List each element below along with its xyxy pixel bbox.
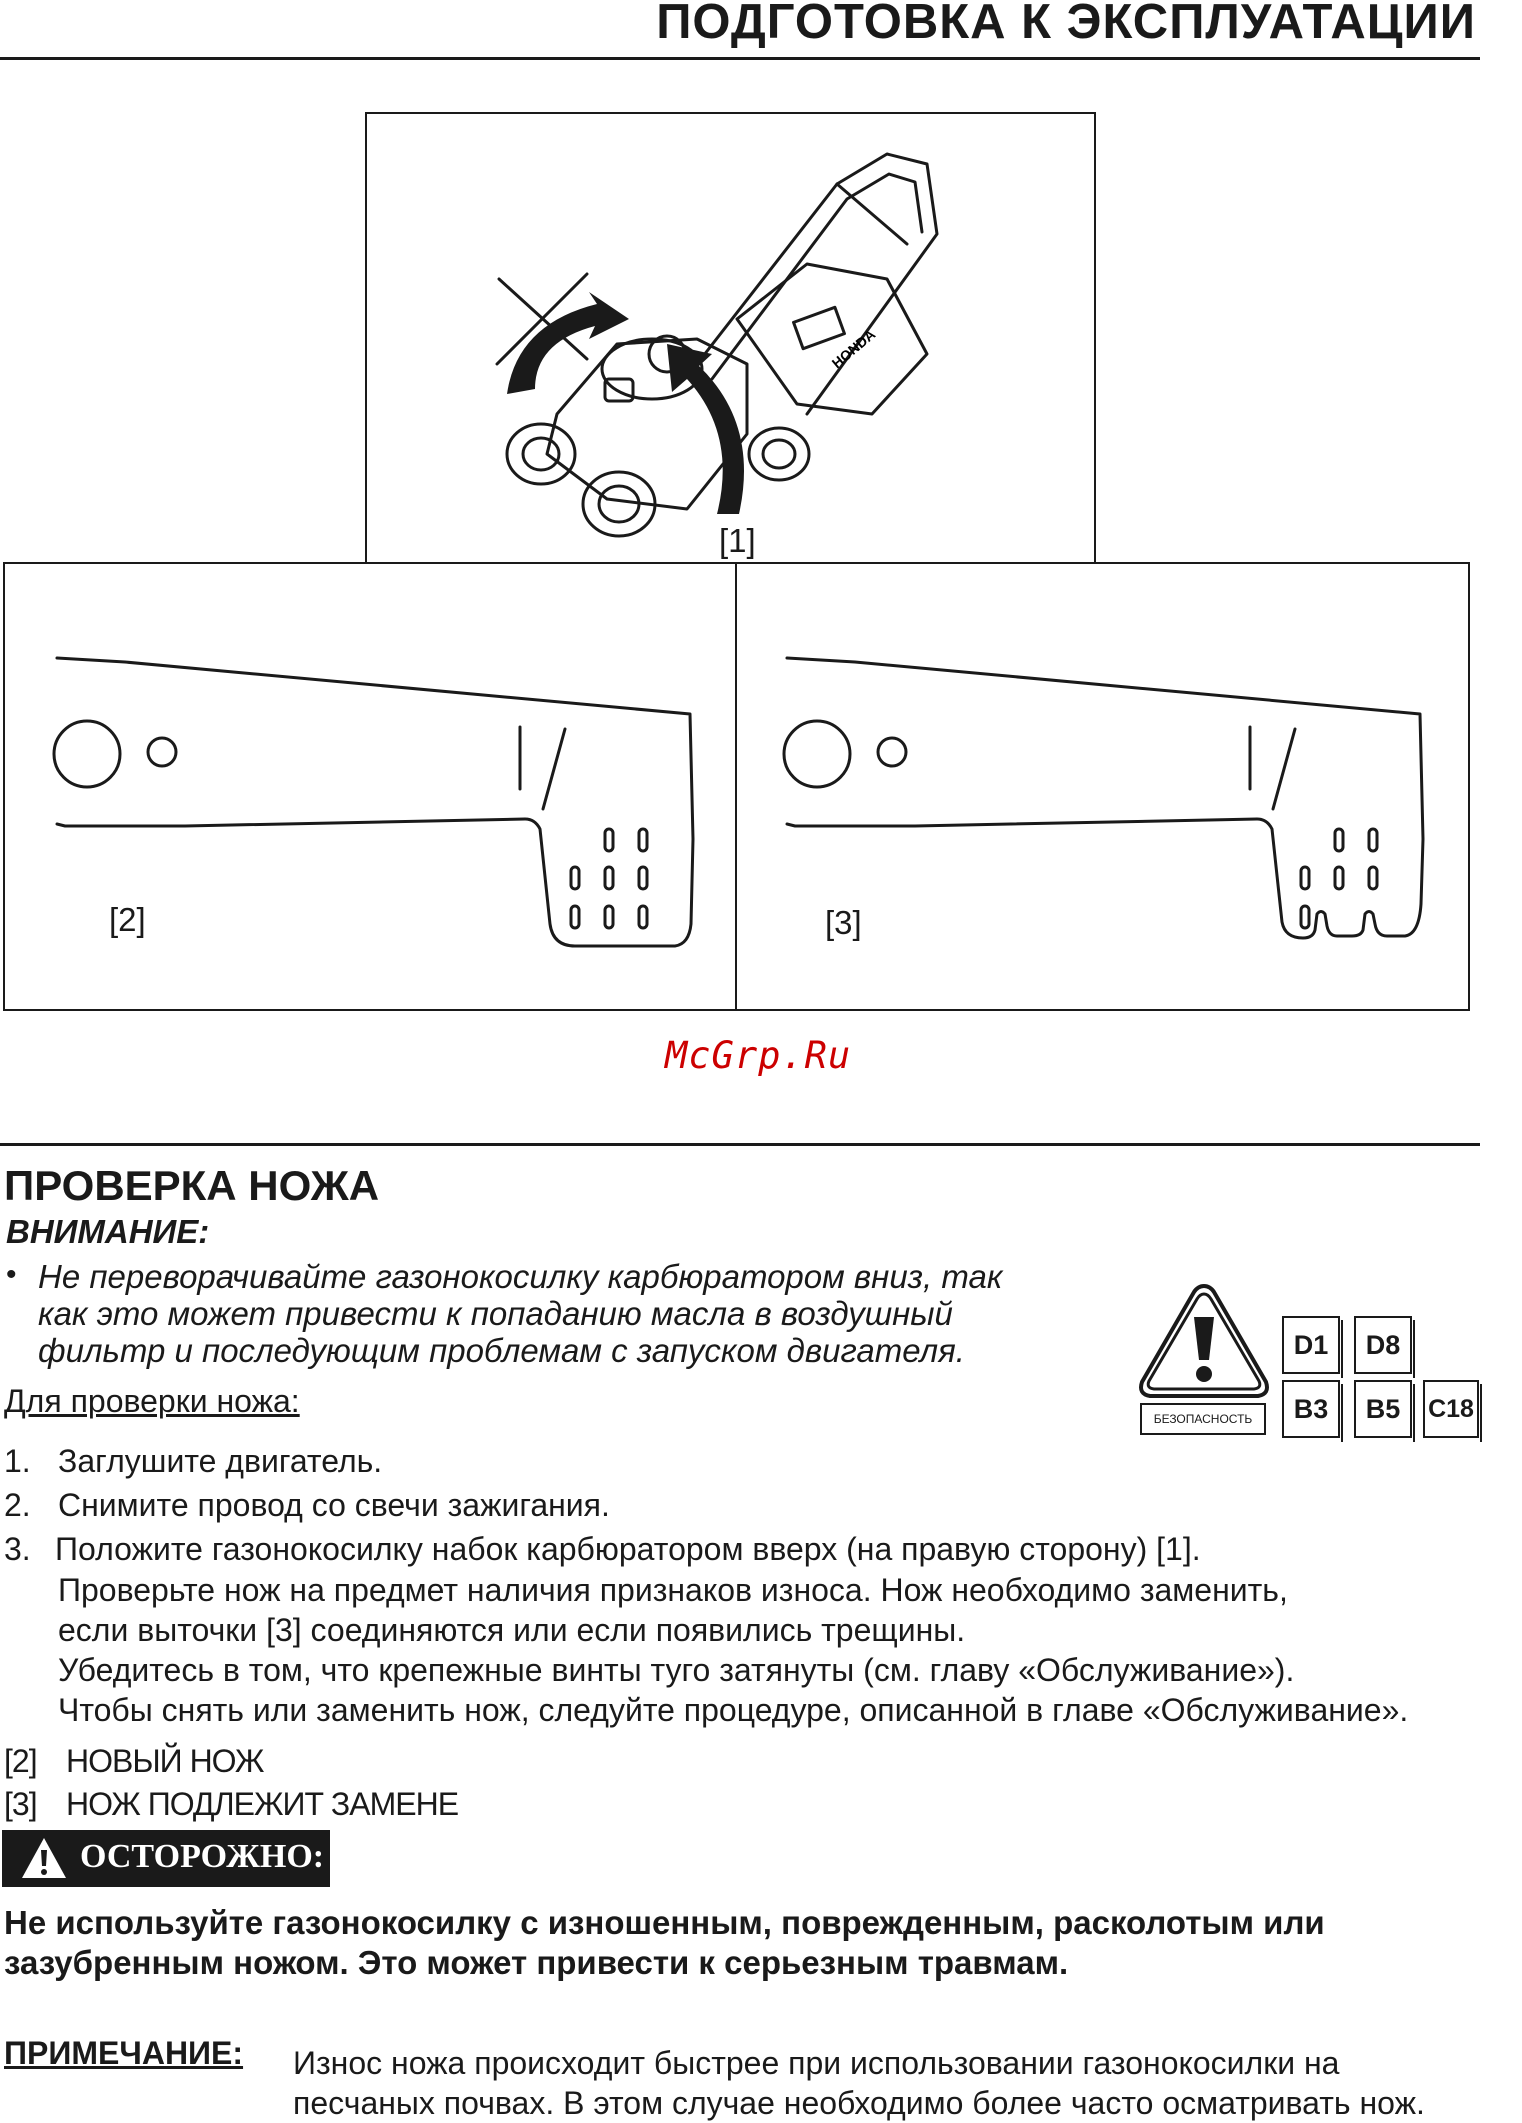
wheel-rear-left <box>507 424 575 484</box>
safety-label: БЕЗОПАСНОСТЬ <box>1140 1403 1266 1435</box>
safety-warning-icon <box>1138 1282 1270 1402</box>
code-box-b3: B3 <box>1282 1380 1340 1438</box>
header-rule <box>0 57 1480 60</box>
code-box-c18: C18 <box>1423 1380 1479 1438</box>
callout-3: [3] <box>825 904 862 941</box>
step-continuation: Чтобы снять или заменить нож, следуйте процедуре, описанной в главе «Обслуживание». <box>58 1692 1409 1728</box>
warning-label: ОСТОРОЖНО: <box>80 1838 325 1875</box>
blade-small-hole <box>148 738 176 766</box>
section-title: ПРОВЕРКА НОЖА <box>4 1162 380 1209</box>
mower-figure <box>365 112 1096 564</box>
step-text: Положите газонокосилку набок карбюратором вверх (на правую сторону) [1]. <box>55 1531 1201 1567</box>
blade-slots <box>571 829 647 928</box>
callout-2: [2] <box>109 901 146 938</box>
worn-blade-outline <box>787 658 1423 938</box>
callout-1: [1] <box>719 522 756 559</box>
watermark: McGrp.Ru <box>665 1034 852 1077</box>
caution-line: Не переворачивайте газонокосилку карбюратором вниз, так <box>38 1258 1003 1295</box>
code-box-b5: B5 <box>1354 1380 1412 1438</box>
page-title: ПОДГОТОВКА К ЭКСПЛУАТАЦИИ <box>656 0 1476 49</box>
blade-small-hole <box>878 738 906 766</box>
warning-text: зазубренным ножом. Это может привести к серьезным травмам. <box>4 1944 1069 1981</box>
mower-handle <box>697 154 937 414</box>
caution-bullet: • <box>6 1258 17 1291</box>
step-text: Заглушите двигатель. <box>58 1443 383 1479</box>
legend-ref: [2] <box>4 1743 37 1779</box>
rotate-arrow-icon <box>667 344 744 514</box>
legend-ref: [3] <box>4 1786 37 1822</box>
step-continuation: Проверьте нож на предмет наличия признаков износа. Нож необходимо заменить, <box>58 1572 1288 1608</box>
caution-label: ВНИМАНИЕ: <box>6 1213 210 1250</box>
step-continuation: Убедитесь в том, что крепежные винты туго затянуты (см. главу «Обслуживание»). <box>58 1652 1295 1688</box>
note-label: ПРИМЕЧАНИЕ: <box>4 2035 244 2071</box>
step-text: Снимите провод со свечи зажигания. <box>58 1487 610 1523</box>
step-number: 3. <box>4 1531 31 1567</box>
caution-line: как это может привести к попаданию масла в воздушный <box>38 1295 953 1332</box>
step-number: 1. <box>4 1443 31 1479</box>
code-box-d1: D1 <box>1282 1316 1340 1374</box>
warning-text: Не используйте газонокосилку с изношенным, поврежденным, расколотым или <box>4 1904 1325 1941</box>
caution-line: фильтр и последующим проблемам с запуском двигателя. <box>38 1332 965 1369</box>
mower-illustration <box>367 114 1094 562</box>
procedure-title: Для проверки ножа: <box>4 1383 300 1419</box>
new-blade-drawing <box>5 564 736 1009</box>
blade-outline <box>57 658 693 946</box>
section-rule <box>0 1143 1480 1146</box>
legend-text: НОВЫЙ НОЖ <box>66 1743 264 1779</box>
code-box-d8: D8 <box>1354 1316 1412 1374</box>
note-text: песчаных почвах. В этом случае необходимо более часто осматривать нож. <box>293 2085 1425 2121</box>
wheel-rear-right <box>749 428 809 480</box>
worn-blade-panel <box>735 562 1470 1011</box>
new-blade-panel <box>3 562 738 1011</box>
legend-text: НОЖ ПОДЛЕЖИТ ЗАМЕНЕ <box>66 1786 459 1822</box>
note-text: Износ ножа происходит быстрее при использовании газонокосилки на <box>293 2045 1340 2081</box>
brand-label: HONDA <box>828 326 879 372</box>
blade-center-hole <box>54 721 120 787</box>
step-continuation: если выточки [3] соединяются или если появились трещины. <box>58 1612 966 1648</box>
blade-center-hole <box>784 721 850 787</box>
warning-triangle-icon <box>20 1836 68 1880</box>
worn-blade-drawing <box>737 564 1468 1009</box>
step-number: 2. <box>4 1487 31 1523</box>
